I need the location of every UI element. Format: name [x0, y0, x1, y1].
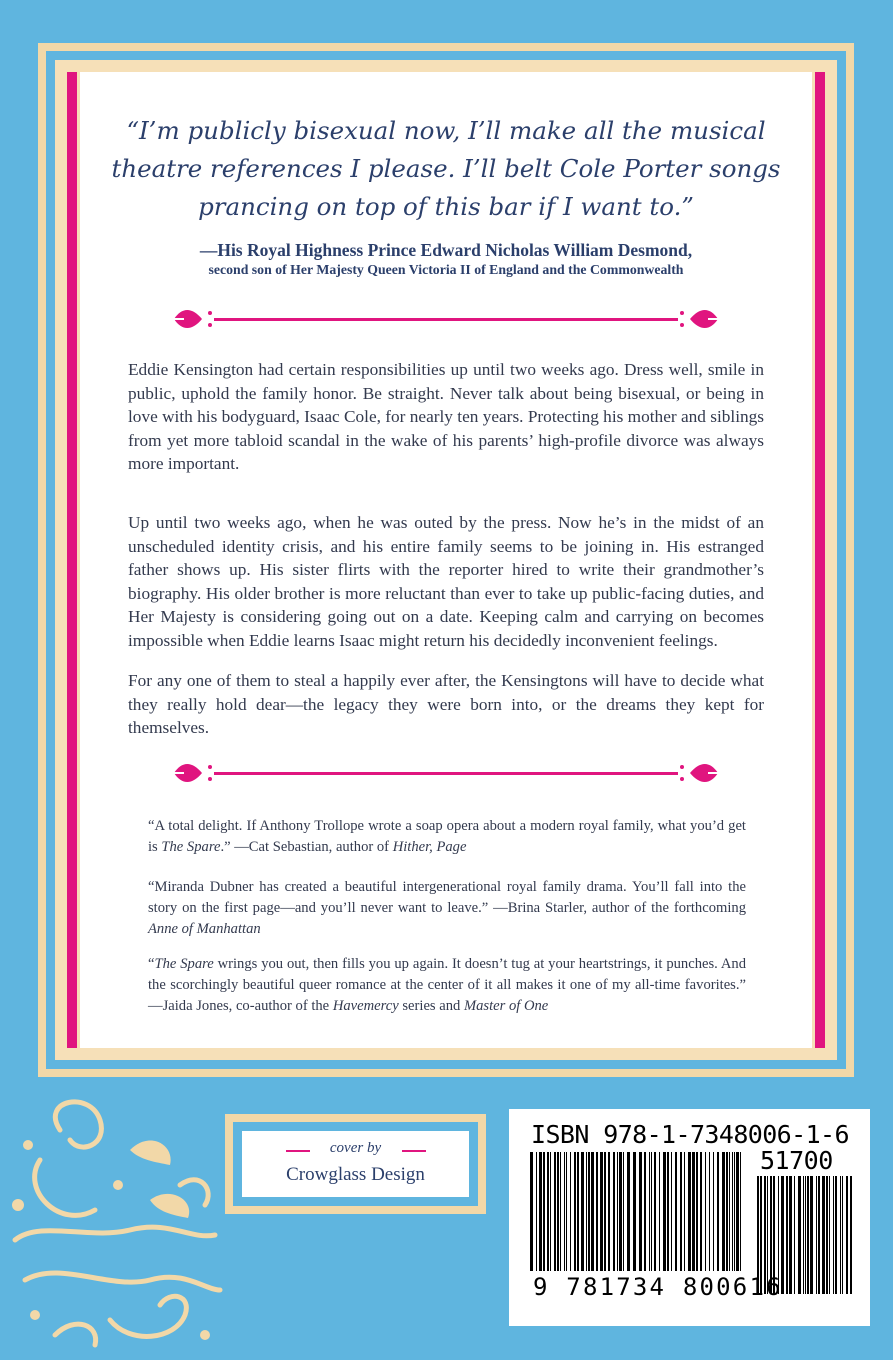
barcode-bar: [816, 1176, 817, 1294]
barcode-bar: [840, 1176, 841, 1294]
barcode-bar: [644, 1152, 646, 1271]
barcode-bar: [726, 1152, 728, 1271]
flourish-dot: [113, 1180, 123, 1190]
flourish-leaf: [150, 1194, 189, 1218]
barcode-bar: [608, 1152, 610, 1271]
ornament-dot: [680, 323, 684, 327]
barcode-bar: [805, 1176, 806, 1294]
flourish-dot: [23, 1140, 33, 1150]
barcode-bar: [591, 1152, 594, 1271]
review-brina-starler: [148, 877, 746, 941]
isbn-number: ISBN 978-1-7348006-1-6: [531, 1120, 849, 1149]
review-jaida-jones: [148, 954, 746, 1018]
pink-border-left: [67, 72, 77, 1048]
barcode-bar: [667, 1152, 669, 1271]
flourish-dot: [12, 1199, 24, 1211]
review-text: “: [148, 956, 155, 972]
barcode-bar: [829, 1176, 830, 1294]
barcode-bar: [671, 1152, 672, 1271]
flourish-stroke: [55, 1102, 101, 1147]
barcode-bar: [651, 1152, 652, 1271]
barcode-bar: [604, 1152, 606, 1271]
flourish-stroke: [25, 1273, 220, 1290]
ornament-dot: [208, 311, 212, 315]
barcode-bar: [574, 1152, 576, 1271]
barcode-bar: [554, 1152, 556, 1271]
divider-ornament-top: [172, 304, 720, 334]
review-title: Master of One: [463, 998, 549, 1015]
barcode-bar: [588, 1152, 590, 1271]
flourish-dot: [30, 1310, 40, 1320]
barcode-bar: [623, 1152, 624, 1271]
barcode-bar: [586, 1152, 587, 1271]
flourish-stroke: [15, 1227, 215, 1240]
barcode-bar: [709, 1152, 710, 1271]
barcode-bar: [826, 1176, 828, 1294]
review-text: “Miranda Dubner has created a beautiful intergenerational royal family drama. You’ll fall into the story on the first page—and you’ll never want to leave.” —Brina Starler, author of the forthcoming: [148, 879, 746, 917]
epigraph-line: prancing on top of this bar if I want to.”: [198, 192, 694, 221]
barcode-bar: [734, 1152, 735, 1271]
barcode-bar: [654, 1152, 656, 1271]
barcode-bar: [543, 1152, 545, 1271]
barcode-bar: [794, 1176, 795, 1294]
cover-credit-designer: Crowglass Design: [286, 1164, 425, 1185]
blurb-paragraph: Eddie Kensington had certain responsibilities up until two weeks ago. Dress well, smile in public, uphold the family honor. Be straight. Never talk about being bisexual, or being in love with his bodyguard, Isaac Cole, for nearly ten years. Protecting his mother and siblings from yet more tabloid scandal in the wake of his parents’ high-profile divorce was always more important.: [128, 360, 764, 474]
barcode-bar: [536, 1152, 537, 1271]
barcode-bar: [688, 1152, 691, 1271]
review-title: Havemercy: [332, 998, 399, 1015]
barcode-bar: [566, 1152, 567, 1271]
barcode-bar: [539, 1152, 542, 1271]
epigraph-quote: [100, 112, 792, 226]
ornament-dot: [208, 777, 212, 781]
barcode-bar: [564, 1152, 565, 1271]
epigraph-line: theatre references I please. I’ll belt Cole Porter songs: [111, 154, 781, 183]
review-cat-sebastian: [148, 816, 746, 858]
ean-digits: 9 781734 800616: [533, 1273, 783, 1301]
review-text: series and: [398, 998, 464, 1015]
barcode-bar: [717, 1152, 719, 1271]
epigraph-attribution-name: —His Royal Highness Prince Edward Nicholas William Desmond,: [199, 240, 693, 260]
barcode-bar: [732, 1152, 733, 1271]
barcode-bar: [633, 1152, 636, 1271]
barcode-bar: [581, 1152, 584, 1271]
barcode-bar: [577, 1152, 579, 1271]
barcode-bar: [600, 1152, 603, 1271]
divider-ornament-bottom: [172, 758, 720, 788]
barcode-bar: [547, 1152, 549, 1271]
barcode-bar: [807, 1176, 809, 1294]
barcode-bar: [810, 1176, 813, 1294]
review-text: “A total delight. If Anthony Trollope wrote a soap opera about a modern royal family, what you’d get is: [148, 818, 746, 856]
barcode-bar: [680, 1152, 682, 1271]
flourish-stroke: [55, 1324, 96, 1345]
review-title: The Spare: [154, 956, 214, 972]
barcode-bar: [833, 1176, 834, 1294]
barcode-bar: [639, 1152, 642, 1271]
barcode-bar: [684, 1152, 685, 1271]
ornament-dot: [680, 765, 684, 769]
flourish-dot: [200, 1330, 210, 1340]
barcode-bar: [842, 1176, 843, 1294]
pink-border-right: [815, 72, 825, 1048]
barcode-bar: [530, 1152, 533, 1271]
ornament-dot: [680, 311, 684, 315]
barcode-bar: [705, 1152, 706, 1271]
review-text: wrings you out, then fills you up again. It doesn’t tug at your heartstrings, it punches. And the scorchingly beautiful queer romance at the center of it all makes it one of my all-time favorites.” —Jaida Jones, co-author of the: [148, 956, 746, 1015]
barcode-bar: [560, 1152, 561, 1271]
barcode-bar: [663, 1152, 666, 1271]
barcode-bar: [659, 1152, 660, 1271]
price-code: 51700: [760, 1146, 833, 1175]
flourish-stroke: [110, 1296, 186, 1336]
blurb-paragraph: Up until two weeks ago, when he was outed by the press. Now he’s in the midst of an unscheduled identity crisis, and his entire family seems to be joining in. His estranged father shows up. His sister flirts with the reporter hired to write their grandmother’s biography. His older brother is more reluctant than ever to take up public-facing duties, and Her Majesty is considering going out on a date. Keeping calm and carrying on becomes impossible when Eddie learns Isaac might return his decidedly inconvenient feelings.: [128, 513, 764, 650]
barcode-bar: [649, 1152, 650, 1271]
barcode-bar: [729, 1152, 730, 1271]
barcode-bar: [700, 1152, 702, 1271]
review-title: Anne of Manhattan: [148, 921, 261, 938]
review-title: Hither, Page: [392, 839, 467, 856]
barcode-bar: [789, 1176, 792, 1294]
barcode-bar: [818, 1176, 820, 1294]
ornament-dot: [680, 777, 684, 781]
cover-credit-label: cover by: [329, 1140, 382, 1156]
barcode-bar: [850, 1176, 852, 1294]
barcode-bar: [550, 1152, 551, 1271]
barcode-bar: [617, 1152, 618, 1271]
blurb-paragraph: For any one of them to steal a happily ever after, the Kensingtons will have to decide what they really hold dear—the legacy they were born into, or the dreams they kept for themselves.: [128, 671, 764, 738]
barcode-bar: [846, 1176, 848, 1294]
barcode-bar: [803, 1176, 804, 1294]
ornament-line: [214, 772, 678, 775]
flourish-ornament: [0, 1090, 230, 1360]
barcode-bar: [596, 1152, 598, 1271]
barcode-bar: [570, 1152, 571, 1271]
barcode-bar: [798, 1176, 801, 1294]
review-text: .” —Cat Sebastian, author of: [220, 839, 393, 856]
ornament-dot: [208, 765, 212, 769]
barcode-bar: [696, 1152, 698, 1271]
barcode-bar: [713, 1152, 714, 1271]
ornament-line: [214, 318, 678, 321]
barcode-bar: [722, 1152, 725, 1271]
barcode-bar: [619, 1152, 622, 1271]
ean-barcode: [530, 1152, 744, 1271]
barcode-bar: [822, 1176, 825, 1294]
barcode-bar: [613, 1152, 615, 1271]
ornament-dot: [208, 323, 212, 327]
barcode-bar: [786, 1176, 788, 1294]
epigraph-attribution-title: second son of Her Majesty Queen Victoria II of England and the Commonwealth: [208, 262, 684, 277]
flourish-leaf: [130, 1141, 171, 1165]
barcode-bar: [740, 1152, 741, 1271]
barcode-bar: [736, 1152, 739, 1271]
barcode-bar: [675, 1152, 677, 1271]
review-title: The Spare: [161, 839, 221, 856]
barcode-bar: [627, 1152, 630, 1271]
barcode-bar: [835, 1176, 837, 1294]
barcode-bar: [557, 1152, 559, 1271]
barcode-bar: [692, 1152, 695, 1271]
epigraph-line: “I’m publicly bisexual now, I’ll make all the musical: [126, 116, 766, 145]
flourish-stroke: [35, 1160, 95, 1215]
